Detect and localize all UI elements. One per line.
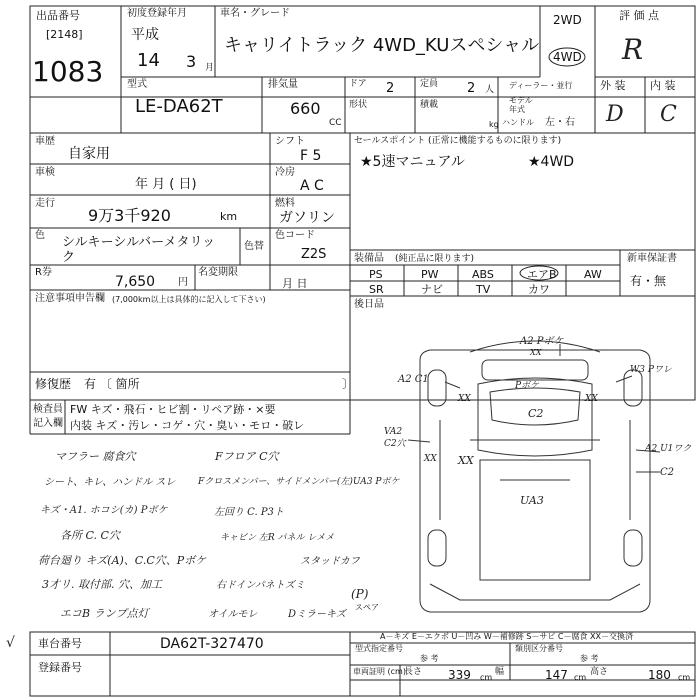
spare-mark: (P): [351, 587, 369, 601]
designation-label: 型式指定番号: [355, 644, 403, 653]
fuel-value: ガソリン: [279, 210, 335, 226]
inspection-value: 年 月 ( 日): [135, 177, 197, 192]
color-line2: ク: [62, 250, 76, 265]
km-unit: km: [220, 210, 238, 223]
diagram-rear: [430, 584, 640, 600]
check-mark: √: [6, 635, 15, 651]
caution-label: 注意事項申告欄: [35, 293, 105, 304]
era: 平成: [131, 27, 159, 43]
equip-leather: カワ: [528, 283, 550, 296]
reg-label: 登録番号: [38, 661, 82, 674]
diagram-wheel-fr: [624, 370, 642, 406]
hw-line-6b: 右ドインパネトズミ: [216, 580, 305, 591]
displacement-label: 排気量: [268, 79, 298, 90]
width-label: 幅: [495, 667, 505, 677]
color-line1: シルキーシルバーメタリッ: [62, 235, 216, 250]
dia-center-xx: XX: [458, 454, 474, 467]
recycle-label: R券: [35, 267, 52, 278]
new-warranty-value: 有・無: [630, 274, 667, 288]
equip-pw: PW: [421, 268, 439, 281]
model-year-label-2: 年式: [509, 105, 525, 114]
hw-line-7c: Dミラーキズ: [288, 609, 346, 620]
tax-label: 名変期限: [198, 267, 238, 278]
repair-bracket: 〕: [342, 377, 355, 391]
hw-line-5a: 荷台廻り キズ(A)、C.C穴、Pボケ: [38, 554, 207, 567]
dia-top-xx: XX: [530, 348, 542, 357]
name-label: 車名・グレード: [220, 8, 290, 19]
color-code-label: 色コード: [275, 230, 315, 241]
drive-4wd: 4WD: [553, 50, 582, 64]
dia-c2-center: C2: [528, 407, 544, 420]
width-unit: cm: [574, 673, 587, 682]
first-reg-label: 初度登録年月: [127, 8, 187, 19]
dia-right-front: W3 Pワレ: [630, 365, 672, 375]
load-label: 積載: [420, 100, 439, 110]
hw-line-2b: Fクロスメンバー、サイドメンバー(左)UA3 Pボケ: [198, 477, 400, 487]
dia-roof: Pボケ: [515, 381, 540, 391]
door-value: 2: [386, 81, 395, 96]
equip-ps: PS: [369, 268, 383, 281]
door-label: ドア: [349, 79, 367, 89]
hw-line-3a: キズ・A1. ホコシ(カ) Pボケ: [40, 505, 168, 516]
selling-point-1: ★5速マニュアル: [360, 154, 465, 170]
category-label: 類別区分番号: [515, 644, 563, 653]
height-unit: cm: [678, 673, 691, 682]
dia-right-c2: C2: [660, 467, 675, 478]
color-swap-label: 色替: [244, 241, 264, 252]
selling-point-2: ★4WD: [528, 154, 575, 170]
cc-unit: CC: [329, 118, 342, 128]
width-value: 147: [545, 668, 568, 682]
equipment-note: (純正品に限ります): [395, 254, 475, 264]
repair-label: 修復歴: [35, 377, 72, 391]
equip-abs: ABS: [472, 268, 494, 281]
dia-left-xx2: XX: [424, 454, 437, 464]
mileage-label: 走行: [35, 198, 55, 209]
new-warranty-label: 新車保証書: [627, 253, 677, 264]
tax-value: 月 日: [282, 277, 308, 290]
drive-2wd: 2WD: [553, 13, 582, 27]
yen-unit: 円: [178, 277, 188, 288]
designation-reference: 参 考: [420, 654, 439, 663]
displacement-value: 660: [290, 99, 321, 118]
capacity-value: 2: [467, 81, 476, 96]
dia-right-xx: XX: [585, 394, 598, 404]
interior-label: 内 装: [650, 79, 676, 92]
model-year-label-1: モデル: [509, 96, 533, 105]
hw-line-5b: スタッドカフ: [300, 556, 360, 567]
hw-line-7a: エコB ランプ点灯: [60, 607, 149, 620]
hw-line-6a: 3才リ. 取付部. 穴、加工: [42, 578, 162, 591]
hw-line-1b: Fフロア C穴: [215, 450, 279, 463]
color-label: 色: [35, 230, 45, 241]
history-value: 自家用: [68, 146, 110, 162]
equip-aw: AW: [584, 268, 602, 281]
category-reference: 参 考: [580, 654, 599, 663]
inspection-label: 車検: [35, 167, 55, 178]
equip-airbag: エアB: [527, 268, 557, 281]
dia-left-front: A2 C1: [398, 374, 429, 385]
hw-line-2a: シート、キレ、ハンドル スレ: [44, 477, 176, 488]
month-unit: 月: [205, 63, 215, 73]
length-unit: cm: [480, 673, 493, 682]
back-label: 後日品: [354, 299, 384, 310]
dia-right-a2: A2 U1ワク: [645, 444, 692, 454]
inspector-label-2: 記入欄: [33, 418, 63, 429]
lot-label: 出品番号: [36, 9, 80, 22]
diagram-wheel-rr: [624, 530, 642, 566]
dia-top: A2 Pボケ: [520, 336, 564, 347]
dia-left-c2: C2穴: [384, 439, 406, 449]
height-label: 高さ: [590, 667, 609, 677]
selling-label: セールスポイント (正常に機能するものに限ります): [354, 136, 562, 146]
fuel-label: 燃料: [275, 198, 295, 209]
spare-label: スペア: [355, 603, 379, 612]
shift-value: F 5: [300, 148, 322, 164]
frame-number: DA62T-327470: [160, 636, 264, 652]
handle-value: 左・右: [545, 117, 575, 128]
color-code-value: Z2S: [301, 247, 327, 262]
equip-tv: TV: [476, 283, 491, 296]
ac-label: 冷房: [275, 167, 295, 178]
dealer-label: ディーラー・並行: [509, 81, 573, 90]
hw-line-1a: マフラー 腐食穴: [55, 450, 136, 463]
inspector-label-1: 検査員: [33, 404, 63, 415]
frame-label: 車台番号: [38, 637, 82, 650]
shape-label: 形状: [349, 100, 368, 110]
reg-month: 3: [186, 52, 197, 71]
equip-sr: SR: [369, 283, 384, 296]
score-label: 評 価 点: [619, 9, 659, 22]
hw-line-4b: キャビン 左R パネル レメメ: [220, 533, 335, 543]
recycle-value: 7,650: [115, 274, 156, 290]
hw-line-4a: 各所 C. C穴: [60, 529, 120, 542]
diagram-wheel-rl: [428, 530, 446, 566]
check-row-1: FW キズ・飛石・ヒビ割・リペア跡・×要: [70, 403, 276, 416]
height-value: 180: [648, 668, 671, 682]
dia-left-va2: VA2: [384, 427, 403, 437]
reg-year: 14: [137, 50, 160, 71]
kg-unit: kg: [489, 120, 499, 129]
mileage-value: 9万3千920: [88, 206, 171, 225]
length-value: 339: [448, 668, 471, 682]
lot-number: 1083: [32, 55, 104, 88]
shift-label: シフト: [275, 136, 305, 147]
hw-line-7b: オイルモレ: [208, 609, 258, 620]
repair-value: 有 〔 箇所: [84, 377, 140, 391]
score-value: R: [622, 33, 644, 66]
dimension-label: 車両証明 (cm): [353, 667, 406, 676]
hw-line-3b: 左回り C. P3ト: [214, 507, 284, 518]
exterior-grade: D: [606, 102, 624, 127]
history-label: 車歴: [35, 136, 55, 147]
ac-value: A C: [300, 178, 324, 194]
interior-grade: C: [660, 102, 677, 127]
handle-label: ハンドル: [502, 118, 534, 127]
diagram-front-panel: [482, 360, 588, 380]
exterior-label: 外 装: [600, 79, 626, 92]
diagram-wheel-fl: [428, 370, 446, 406]
person-unit: 人: [485, 85, 495, 95]
model-label: 型式: [127, 79, 147, 90]
equip-navi: ナビ: [421, 283, 443, 296]
capacity-label: 定員: [420, 79, 439, 89]
model-value: LE-DA62T: [135, 96, 223, 117]
equipment-label: 装備品: [354, 253, 384, 264]
dia-left-xx: XX: [458, 394, 471, 404]
caution-note: (7,000km以上は具体的に記入して下さい): [112, 295, 266, 304]
legend: A－キズ E－エクボ U－凹み W－補修跡 S－サビ C－腐食 XX－交換済: [380, 632, 634, 641]
dia-ua3: UA3: [520, 494, 544, 507]
check-row-2: 内装 キズ・汚レ・コゲ・穴・臭い・モロ・破レ: [70, 419, 305, 432]
car-name: キャリイトラック 4WD_KUスペシャル: [224, 35, 540, 56]
length-label: 長さ: [404, 667, 423, 677]
lot-sub-number: [2148]: [46, 28, 83, 41]
diagram-bed: [480, 460, 590, 580]
